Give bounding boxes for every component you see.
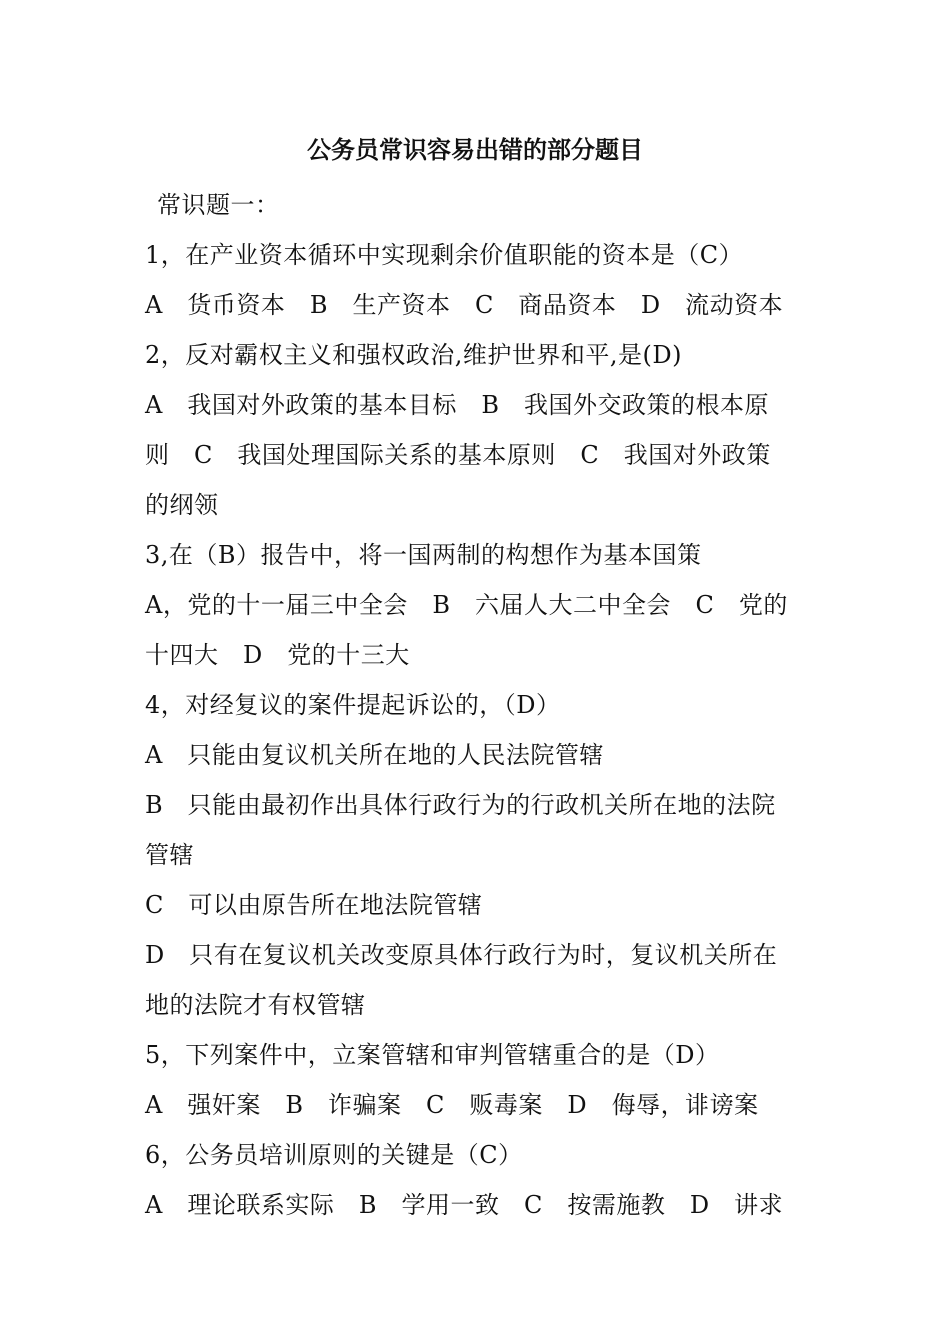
question-3: 3,在（B）报告中，将一国两制的构想作为基本国策	[145, 541, 702, 569]
question-4: 4，对经复议的案件提起诉讼的，（D）	[145, 691, 561, 719]
question-2-options-line-2: 则 C 我国处理国际关系的基本原则 C 我国对外政策	[145, 441, 771, 469]
question-4-option-a: A 只能由复议机关所在地的人民法院管辖	[145, 741, 604, 769]
question-3-options-line-1: A，党的十一届三中全会 B 六届人大二中全会 C 党的	[145, 591, 788, 619]
document-title: 公务员常识容易出错的部分题目	[307, 136, 643, 164]
question-4-option-d-line-1: D 只有在复议机关改变原具体行政行为时，复议机关所在	[145, 941, 778, 969]
question-6-options: A 理论联系实际 B 学用一致 C 按需施教 D 讲求	[145, 1191, 784, 1219]
question-2: 2，反对霸权主义和强权政治,维护世界和平,是(D)	[145, 341, 682, 369]
question-4-option-c: C 可以由原告所在地法院管辖	[145, 891, 483, 919]
question-6: 6，公务员培训原则的关键是（C）	[145, 1141, 523, 1169]
question-4-option-b-line-1: B 只能由最初作出具体行政行为的行政机关所在地的法院	[145, 791, 776, 819]
question-4-option-d-line-2: 地的法院才有权管辖	[145, 991, 366, 1019]
question-3-options-line-2: 十四大 D 党的十三大	[145, 641, 410, 669]
question-1-options: A 货币资本 B 生产资本 C 商品资本 D 流动资本	[145, 291, 784, 319]
document-body	[145, 180, 805, 1230]
question-5: 5，下列案件中，立案管辖和审判管辖重合的是（D）	[145, 1041, 720, 1069]
question-5-options: A 强奸案 B 诈骗案 C 贩毒案 D 侮辱，诽谤案	[145, 1091, 759, 1119]
question-2-options-line-1: A 我国对外政策的基本目标 B 我国外交政策的根本原	[145, 391, 769, 419]
question-4-option-b-line-2: 管辖	[145, 841, 194, 869]
question-2-options-line-3: 的纲领	[145, 491, 219, 519]
question-1: 1，在产业资本循环中实现剩余价值职能的资本是（C）	[145, 241, 744, 269]
section-heading: 常识题一：	[157, 191, 280, 219]
